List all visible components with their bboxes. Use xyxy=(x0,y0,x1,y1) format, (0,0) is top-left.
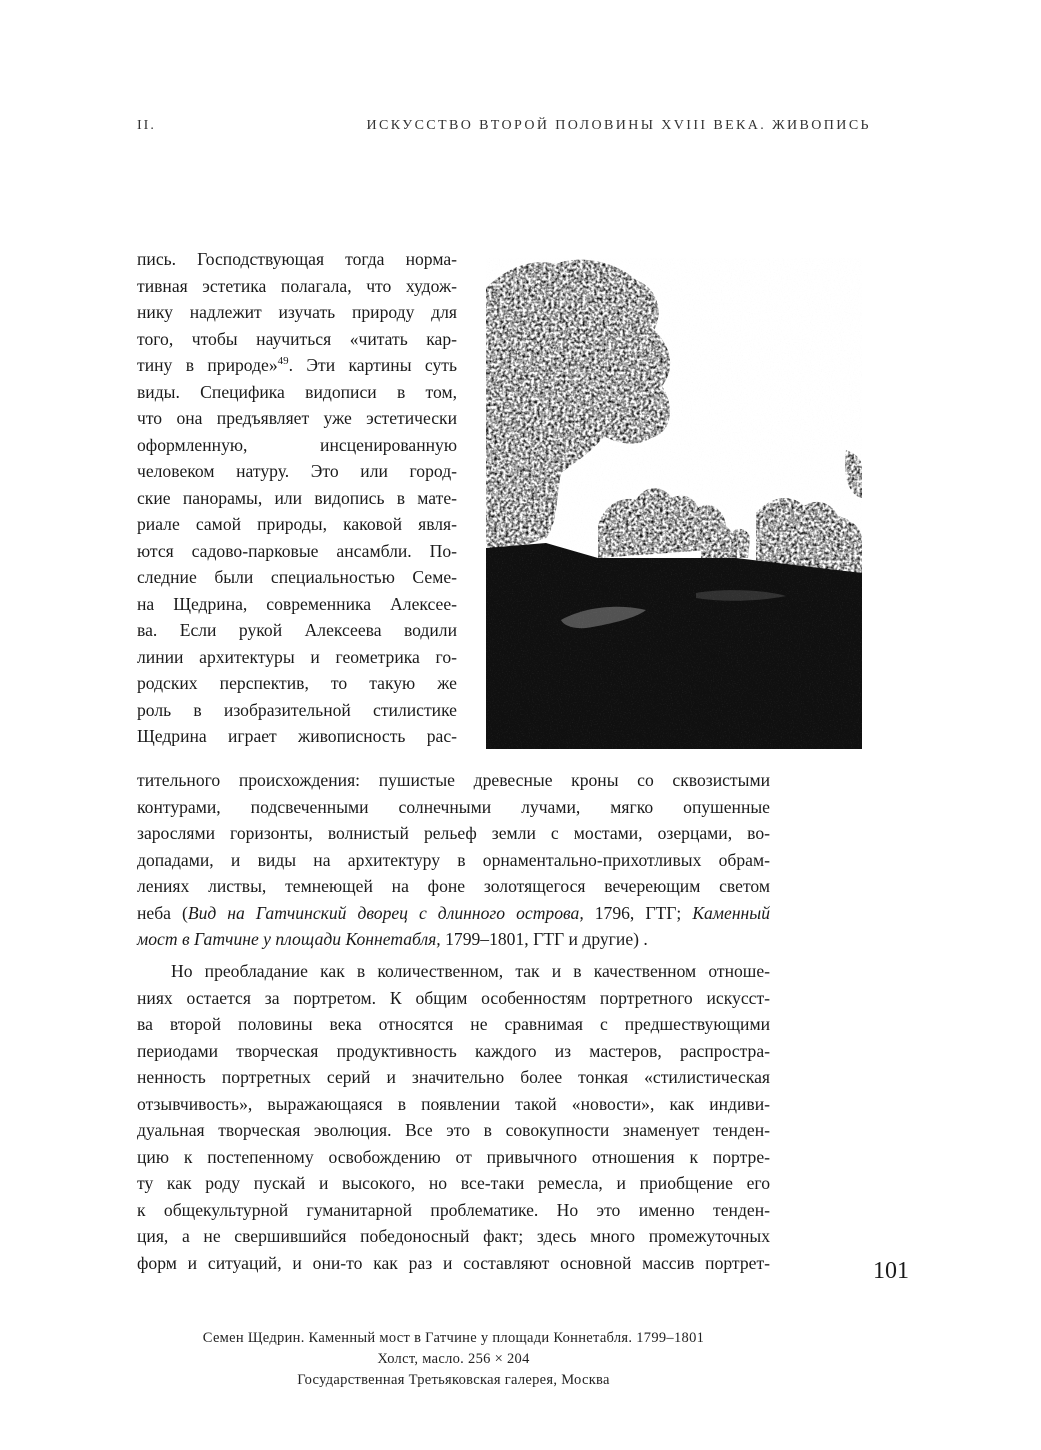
text-line: зарослями горизонты, волнистый рельеф земли с мостами, озерцами, во- xyxy=(137,823,770,843)
text-line: на Щедрина, современника Алексее- xyxy=(137,593,457,614)
artwork-title: Вид на Гатчинский дворец с длинного острова, xyxy=(187,902,584,923)
text-line: ция, а не свершившийся победоносный факт; здесь много промежуточных xyxy=(137,1226,770,1246)
column-text xyxy=(137,246,457,750)
text-line: форм и ситуаций, и они-то как раз и составляют основной массив портрет- xyxy=(137,1252,770,1273)
landscape-painting-illustration xyxy=(486,258,862,749)
text-line: оформленную, инсценированную xyxy=(137,434,457,455)
text-line: что она предъявляет уже эстетически xyxy=(137,408,457,428)
text-line: ниях остается за портретом. К общим особенностям портретного искусст- xyxy=(137,987,770,1008)
text-line: роль в изобразительной стилистике xyxy=(137,699,457,720)
running-head-title: ИСКУССТВО ВТОРОЙ ПОЛОВИНЫ XVIII ВЕКА. ЖИВОПИСЬ xyxy=(366,118,871,133)
text-line: дуальная творческая эволюция. Все это в совокупности знаменует тенден- xyxy=(137,1120,770,1140)
caption-collection-line: Государственная Третьяковская галерея, Москва xyxy=(297,1372,610,1388)
text-line: цию к постепенному освобождению от привычного отношения к портре- xyxy=(137,1146,770,1167)
text-line: ту как роду пускай и высокого, но все-таки ремесла, и приобщение его xyxy=(137,1173,770,1193)
text-line: линии архитектуры и геометрика го- xyxy=(137,646,457,667)
text-line: виды. Специфика видописи в том, xyxy=(137,381,457,402)
text-line: ские панорамы, или видопись в мате- xyxy=(137,487,457,508)
figure-caption xyxy=(137,1328,770,1391)
caption-medium-line: Холст, масло. 256 × 204 xyxy=(377,1351,530,1367)
text-line: ненность портретных серий и значительно более тонкая «стилистическая xyxy=(137,1067,770,1087)
text-line-with-titles xyxy=(137,926,770,953)
text-line: нику надлежит изучать природу для xyxy=(137,302,457,322)
text-line: ва второй половины века относятся не сравнимая с предшествующими xyxy=(137,1014,770,1034)
text-line: периодами творческая продуктивность каждого из мастеров, распростра- xyxy=(137,1040,770,1061)
text-fragment: 1799–1801, ГТГ и другие) . xyxy=(440,929,648,949)
text-fragment: . Эти картины суть xyxy=(288,355,457,375)
text-line: к общекультурной гуманитарной проблематике. Но это именно тенден- xyxy=(137,1199,770,1220)
caption-title-line: Семен Щедрин. Каменный мост в Гатчине у площади Коннетабля. 1799–1801 xyxy=(202,1330,705,1346)
text-line: отзывчивость», выражающаяся в появлении такой «новости», как индиви- xyxy=(137,1093,770,1114)
text-line: ются садово-парковые ансамбли. По- xyxy=(137,540,457,561)
artwork-title: мост в Гатчине у площади Коннетабля, xyxy=(137,929,441,949)
continued-paragraph xyxy=(137,767,770,953)
text-line: лениях листвы, темнеющей на фоне золотящегося вечереющим светом xyxy=(137,876,770,896)
text-line: человеком натуру. Это или город- xyxy=(137,461,457,481)
text-line: пись. Господствующая тогда норма- xyxy=(137,249,457,269)
text-fragment: 1796, ГТГ; xyxy=(583,902,693,923)
second-paragraph xyxy=(137,958,770,1276)
text-line: родских перспектив, то такую же xyxy=(137,673,457,693)
text-fragment: неба ( xyxy=(137,902,188,923)
text-line: Но преобладание как в количественном, так и в качественном отноше- xyxy=(171,961,770,981)
text-line-with-footnote xyxy=(137,352,457,379)
text-line: ва. Если рукой Алексеева водили xyxy=(137,620,457,640)
text-line: допадами, и виды на архитектуру в орнаментально-прихотливых обрам- xyxy=(137,849,770,870)
text-line: тивная эстетика полагала, что худож- xyxy=(137,275,457,296)
footnote-reference: 49 xyxy=(277,355,289,368)
text-line-with-titles xyxy=(137,900,770,927)
text-line: следние были специальностью Семе- xyxy=(137,567,457,587)
page-number: 101 xyxy=(873,1258,909,1284)
artwork-title: Каменный xyxy=(692,902,770,923)
text-line: риале самой природы, каковой явля- xyxy=(137,514,457,534)
text-line: контурами, подсвеченными солнечными лучами, мягко опушенные xyxy=(137,796,770,817)
text-line: Щедрина играет живописность рас- xyxy=(137,726,457,746)
text-fragment: тину в природе» xyxy=(137,355,278,375)
running-head-section-marker: II. xyxy=(137,118,156,133)
text-line: тительного происхождения: пушистые древесные кроны со сквозистыми xyxy=(137,770,770,790)
text-line: того, чтобы научиться «читать кар- xyxy=(137,328,457,349)
